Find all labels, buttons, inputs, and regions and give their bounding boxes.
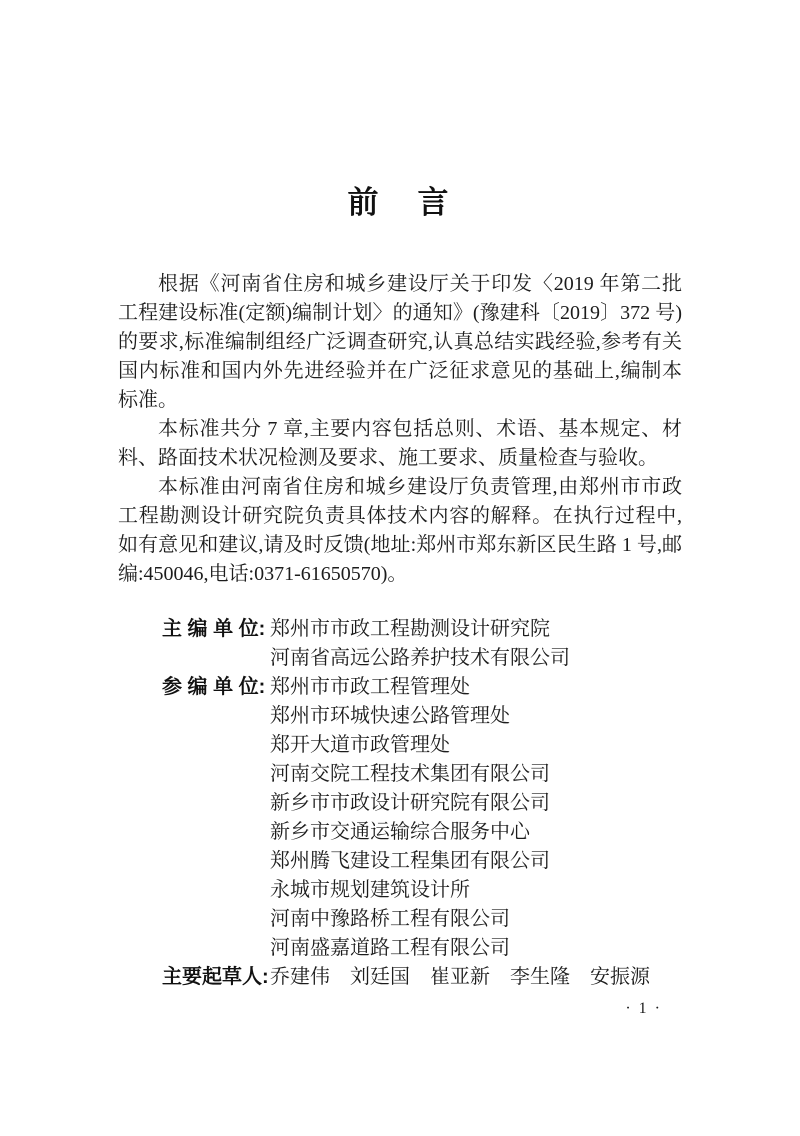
participants-row	[118, 673, 682, 963]
participating-unit: 郑州市环城快速公路管理处	[270, 705, 510, 727]
drafter-names	[270, 963, 682, 992]
credits-section	[118, 615, 682, 992]
participating-unit: 河南盛嘉道路工程有限公司	[270, 937, 510, 959]
chief-editor-units	[270, 615, 682, 673]
participating-unit: 新乡市市政设计研究院有限公司	[270, 792, 550, 814]
drafter-name: 安振源	[590, 966, 650, 988]
drafters-label: 主要起草人:	[162, 966, 269, 988]
drafter-name: 刘廷国	[350, 966, 410, 988]
drafter-name: 李生隆	[510, 966, 570, 988]
page-number: · 1 ·	[625, 1000, 662, 1017]
participating-units	[270, 673, 682, 963]
preface-paragraph-1: 根据《河南省住房和城乡建设厅关于印发〈2019 年第二批工程建设标准(定额)编制计划〉的通知》(豫建科〔2019〕372 号)的要求,标准编制组经广泛调查研究,认真总结实践经验,参考有关国内标准和国内外先进经验并在广泛征求意见的基础上,编制本标准。	[118, 273, 682, 411]
drafters-row	[118, 963, 682, 992]
chief-editor-row	[118, 615, 682, 673]
participating-unit: 河南中豫路桥工程有限公司	[270, 908, 510, 930]
chief-editor-label: 主 编 单 位:	[162, 618, 266, 640]
drafter-name: 乔建伟	[270, 966, 330, 988]
participants-label: 参 编 单 位:	[162, 676, 266, 698]
participating-unit: 永城市规划建筑设计所	[270, 879, 470, 901]
preface-paragraph-3: 本标准由河南省住房和城乡建设厅负责管理,由郑州市市政工程勘测设计研究院负责具体技术内容的解释。在执行过程中,如有意见和建议,请及时反馈(地址:郑州市郑东新区民生路 1 号,邮编:450046,电话:0371-61650570)。	[118, 476, 682, 585]
chief-editor-unit: 郑州市市政工程勘测设计研究院	[270, 618, 550, 640]
participating-unit: 河南交院工程技术集团有限公司	[270, 763, 550, 785]
page-title: 前 言	[347, 185, 453, 220]
drafter-name: 崔亚新	[430, 966, 490, 988]
participating-unit: 郑开大道市政管理处	[270, 734, 450, 756]
participating-unit: 新乡市交通运输综合服务中心	[270, 821, 530, 843]
preface-paragraph-2: 本标准共分 7 章,主要内容包括总则、术语、基本规定、材料、路面技术状况检测及要求、施工要求、质量检查与验收。	[118, 418, 682, 469]
participating-unit: 郑州市市政工程管理处	[270, 676, 470, 698]
page-content	[118, 0, 682, 1018]
chief-editor-unit: 河南省高远公路养护技术有限公司	[270, 647, 570, 669]
participating-unit: 郑州腾飞建设工程集团有限公司	[270, 850, 550, 872]
